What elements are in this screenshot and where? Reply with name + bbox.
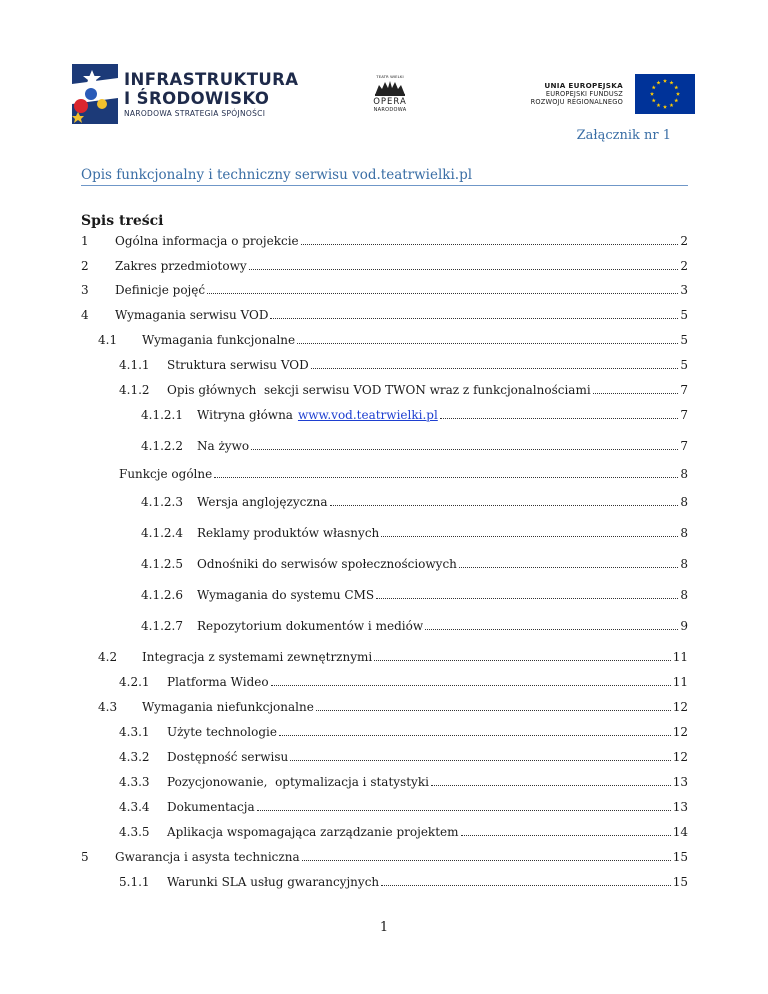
toc-entry-number: 4.3.5 — [119, 825, 150, 839]
toc-leader-dots — [297, 332, 678, 344]
toc-leader-dots — [271, 674, 671, 686]
toc-entry-title: Gwarancja i asysta techniczna — [115, 850, 300, 864]
toc-entry-page: 7 — [680, 408, 688, 422]
toc-entry-number: 4.1.2 — [119, 383, 150, 397]
toc-entry-title: Aplikacja wspomagająca zarządzanie projektem — [167, 825, 459, 839]
toc-entry-number: 4.3 — [98, 700, 118, 714]
eu-logo — [527, 74, 695, 114]
infrastruktura-logo-line1: INFRASTRUKTURA — [124, 70, 299, 89]
toc-entry[interactable] — [119, 823, 688, 841]
toc-entry-number: 4.1 — [98, 333, 118, 347]
toc-entry[interactable] — [119, 798, 688, 816]
toc-entry[interactable] — [141, 555, 688, 573]
toc-entry-title: Repozytorium dokumentów i mediów — [197, 619, 424, 633]
toc-entry[interactable] — [119, 465, 688, 483]
toc-entry[interactable] — [119, 748, 688, 766]
toc-entry-title: Dostępność serwisu — [167, 750, 289, 764]
document-title: Opis funkcjonalny i techniczny serwisu vod.teatrwielki.pl — [81, 167, 473, 183]
toc-entry-number: 4.1.2.5 — [141, 557, 183, 571]
toc-entry-title: Wersja anglojęzyczna — [197, 495, 328, 509]
toc-entry-page: 11 — [672, 675, 688, 689]
toc-leader-dots — [461, 824, 671, 836]
infrastruktura-logo-line2: I ŚRODOWISKO — [124, 89, 270, 108]
toc-leader-dots — [376, 587, 678, 599]
toc-leader-dots — [440, 407, 679, 419]
opera-logo-top: TEATR WIELKI — [376, 74, 404, 79]
toc-leader-dots — [425, 618, 678, 630]
toc-leader-dots — [207, 282, 678, 294]
toc-entry[interactable] — [119, 773, 688, 791]
toc-entry-title: Definicje pojęć — [115, 283, 206, 297]
toc-entry-title: Reklamy produktów własnych — [197, 526, 380, 540]
toc-leader-dots — [302, 849, 671, 861]
toc-entry[interactable] — [81, 281, 688, 299]
toc-leader-dots — [279, 724, 671, 736]
toc-entry-page: 11 — [672, 650, 688, 664]
annex-label: Załącznik nr 1 — [576, 128, 671, 143]
toc-entry-number: 1 — [81, 234, 89, 248]
infrastruktura-logo — [72, 60, 299, 126]
toc-entry-title: Platforma Wideo — [167, 675, 269, 689]
toc-entry-page: 12 — [672, 700, 688, 714]
toc-entry[interactable] — [141, 437, 688, 455]
toc-entry[interactable] — [81, 232, 688, 250]
toc-heading: Spis treści — [81, 213, 164, 229]
toc-entry-page: 13 — [672, 775, 688, 789]
toc-leader-dots — [214, 466, 678, 478]
toc-entry-page: 8 — [680, 588, 688, 602]
toc-leader-dots — [381, 874, 671, 886]
toc-entry[interactable] — [98, 648, 688, 666]
toc-entry-title: Użyte technologie — [167, 725, 277, 739]
toc-entry-page: 3 — [680, 283, 688, 297]
toc-entry-title: Warunki SLA usług gwarancyjnych — [167, 875, 380, 889]
toc-leader-dots — [270, 307, 678, 319]
toc-entry[interactable] — [81, 848, 688, 866]
toc-entry-number: 4.3.3 — [119, 775, 150, 789]
toc-entry-number: 4 — [81, 308, 89, 322]
toc-leader-dots — [301, 233, 679, 245]
toc-entry[interactable] — [141, 617, 688, 635]
toc-entry-page: 14 — [672, 825, 688, 839]
toc-entry-number: 4.1.2.4 — [141, 526, 183, 540]
toc-leader-dots — [316, 699, 671, 711]
toc-leader-dots — [290, 749, 670, 761]
toc-entry-title: Wymagania serwisu VOD — [115, 308, 269, 322]
toc-entry[interactable] — [119, 356, 688, 374]
toc-entry-title: Wymagania niefunkcjonalne — [142, 700, 314, 714]
toc-entry-number: 4.1.2.6 — [141, 588, 183, 602]
toc-entry-number: 4.2 — [98, 650, 118, 664]
toc-entry-page: 12 — [672, 750, 688, 764]
eu-logo-line1: UNIA EUROPEJSKA — [544, 81, 623, 90]
toc-entry[interactable] — [81, 257, 688, 275]
eu-logo-line3: ROZWOJU REGIONALNEGO — [530, 98, 623, 106]
toc-entry-page: 8 — [680, 467, 688, 481]
toc-entry-title: Funkcje ogólne — [119, 467, 213, 481]
infrastruktura-logo-line3: NARODOWA STRATEGIA SPÓJNOŚCI — [124, 109, 266, 118]
eu-logo-line2: EUROPEJSKI FUNDUSZ — [545, 90, 623, 98]
toc-entry-title: Integracja z systemami zewnętrznymi — [142, 650, 373, 664]
toc-entry-title: Struktura serwisu VOD — [167, 358, 309, 372]
toc-entry-page: 5 — [680, 333, 688, 347]
toc-entry-page: 8 — [680, 557, 688, 571]
toc-entry[interactable] — [98, 698, 688, 716]
toc-entry-page: 2 — [680, 234, 688, 248]
toc-leader-dots — [257, 799, 671, 811]
toc-entry[interactable] — [141, 493, 688, 511]
toc-leader-dots — [374, 649, 670, 661]
toc-entry-page: 15 — [672, 850, 688, 864]
toc-entry-page: 13 — [672, 800, 688, 814]
toc-entry-number: 3 — [81, 283, 89, 297]
toc-leader-dots — [251, 438, 678, 450]
toc-entry-title: Pozycjonowanie, optymalizacja i statystyki — [167, 775, 429, 789]
toc-entry-title: Opis głównych sekcji serwisu VOD TWON wraz z funkcjonalnościami — [167, 383, 591, 397]
opera-logo-mid: OPERA — [373, 97, 407, 107]
title-divider — [81, 185, 688, 186]
toc-entry[interactable] — [119, 673, 688, 691]
toc-entry-page: 7 — [680, 439, 688, 453]
toc-entry-number: 4.2.1 — [119, 675, 150, 689]
toc-entry-number: 4.1.2.1 — [141, 408, 183, 422]
toc-entry-title: Odnośniki do serwisów społecznościowych — [197, 557, 457, 571]
toc-entry-number: 4.3.1 — [119, 725, 150, 739]
toc-entry-number: 4.1.2.3 — [141, 495, 183, 509]
toc-leader-dots — [431, 774, 671, 786]
toc-leader-dots — [459, 556, 678, 568]
toc-entry-number: 5 — [81, 850, 89, 864]
toc-entry-title: Wymagania funkcjonalne — [142, 333, 296, 347]
toc-entry[interactable] — [119, 381, 688, 399]
toc-entry-title: Ogólna informacja o projekcie — [115, 234, 299, 248]
toc-entry-page: 15 — [672, 875, 688, 889]
toc-leader-dots — [249, 258, 679, 270]
page-number: 1 — [379, 920, 389, 935]
toc-entry-page: 2 — [680, 259, 688, 273]
toc-entry-number: 4.1.2.7 — [141, 619, 183, 633]
toc-entry-number: 4.1.1 — [119, 358, 150, 372]
toc-entry-page: 7 — [680, 383, 688, 397]
toc-entry[interactable] — [119, 873, 688, 891]
infrastruktura-emblem-icon — [72, 64, 118, 124]
toc-entry-title: Witryna główna — [197, 408, 293, 422]
toc-entry[interactable] — [141, 524, 688, 542]
toc-entry-number: 4.3.2 — [119, 750, 150, 764]
vod-site-link[interactable]: www.vod.teatrwielki.pl — [297, 408, 438, 422]
toc-entry-page: 8 — [680, 526, 688, 540]
opera-logo — [365, 74, 415, 126]
toc-leader-dots — [330, 494, 679, 506]
toc-entry[interactable] — [119, 723, 688, 741]
toc-entry[interactable] — [141, 586, 688, 604]
toc-entry-page: 5 — [680, 308, 688, 322]
toc-entry-page: 8 — [680, 495, 688, 509]
toc-entry-number: 4.1.2.2 — [141, 439, 183, 453]
toc-entry-page: 5 — [680, 358, 688, 372]
toc-entry-number: 5.1.1 — [119, 875, 150, 889]
toc-leader-dots — [593, 382, 679, 394]
opera-logo-bottom: NARODOWA — [373, 107, 407, 113]
toc-leader-dots — [311, 357, 679, 369]
toc-entry-title: Na żywo — [197, 439, 250, 453]
toc-entry-title: Zakres przedmiotowy — [115, 259, 247, 273]
toc-entry-title: Wymagania do systemu CMS — [197, 588, 375, 602]
toc-leader-dots — [381, 525, 678, 537]
eu-flag-icon — [635, 74, 695, 114]
toc-entry-number: 2 — [81, 259, 89, 273]
toc-entry-page: 12 — [672, 725, 688, 739]
toc-entry-number: 4.3.4 — [119, 800, 150, 814]
toc-entry[interactable] — [98, 331, 688, 349]
opera-emblem-icon — [373, 79, 407, 97]
toc-entry[interactable] — [81, 306, 688, 324]
toc-entry-page: 9 — [680, 619, 688, 633]
toc-entry[interactable] — [141, 406, 688, 424]
toc-entry-title: Dokumentacja — [167, 800, 255, 814]
